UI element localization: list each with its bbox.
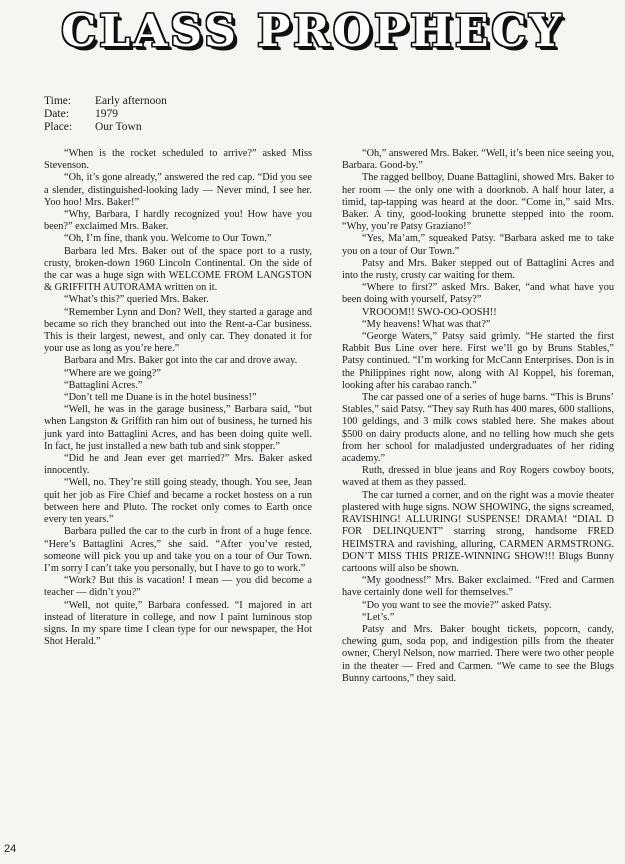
scene-header (44, 95, 167, 134)
paragraph: “Battaglini Acres.” (64, 379, 143, 391)
page-number: 24 (4, 843, 17, 855)
header-row-place (44, 121, 167, 134)
paragraph: The car turned a corner, and on the right was a movie theater plastered with huge signs. NOW SHOWING, the signs screamed, RAVISHING! ALLURING! SUSPENSE! DRAMA! “DIAL D FOR DELINQUENT” starring strong, handsome FRED HEIMSTRA and ravishing, alluring, CARMEN ARMSTRONG. DON’T MISS THIS PRIZE-WINNING SHOW!!! Blugs Bunny cartoons will also be shown. (342, 489, 614, 574)
paragraph: “Oh, I’m fine, thank you. Welcome to Our Town.” (64, 233, 272, 245)
paragraph: VROOOM!! SWO-OO-OOSH!! (362, 306, 497, 318)
header-key: Place: (44, 121, 73, 133)
paragraph: Patsy and Mrs. Baker stepped out of Battaglini Acres and into the rusty, crusty car waiting for them. (342, 257, 614, 282)
header-value: Our Town (95, 121, 142, 133)
header-row-time (44, 95, 167, 108)
paragraph: “When is the rocket scheduled to arrive?” asked Miss Stevenson. (44, 148, 312, 172)
paragraph: “My goodness!” Mrs. Baker exclaimed. “Fred and Carmen have certainly done well for themselves.” (342, 575, 614, 599)
paragraph: “Well, not quite,” Barbara confessed. “I majored in art instead of literature in college, and now I paint luminous stop signs. In my spare time I clean type for our newspaper, the Hot Shot Herald.” (44, 599, 312, 648)
header-value: 1979 (95, 108, 118, 120)
paragraph: “My heavens! What was that?” (362, 318, 491, 330)
paragraph: “Oh, it’s gone already,” answered the red cap. “Did you see a slender, distinguished-looking lady — Never mind, I see her. Yoo hoo! Mrs. Baker!” (44, 172, 312, 208)
paragraph: The car passed one of a series of huge barns. “This is Bruns’ Stables,” said Patsy. “They say Ruth has 400 mares, 600 stallions, 100 geldings, and 3 milk cows stabled here. She makes about $500 on dairy products alone, and no telling how much she gets from her school for maladjusted undergraduates of her riding academy.” (342, 392, 614, 465)
paragraph: The ragged bellboy, Duane Battaglini, showed Mrs. Baker to her room — the only one with a doorknob. A half hour later, a timid, tap-tapping was heard at the door. “Come in,” said Mrs. Baker. A tiny, good-looking brunette stepped into the room. “Why, you’re Patsy Graziano!” (342, 172, 614, 233)
paragraph: “Where are we going?” (64, 367, 161, 379)
paragraph: “Well, no. They’re still going steady, though. You see, Jean quit her job as Fire Chief and became a rocket hostess on a run between here and Pluto. The rocket only comes to Earth once every ten years.” (44, 477, 312, 526)
paragraph: “Remember Lynn and Don? Well, they started a garage and became so rich they branched out into the Rent-a-Car business. This is their largest, newest, and only car. They donated it for your use as long as you’re here.” (44, 306, 312, 355)
paragraph: “George Waters,” Patsy said grimly. “He started the first Rabbit Bus Line over here. First we’ll go by Bruns Stables,” Patsy continued. “I’m working for McCann Enterprises. Don is in the Philippines right now, along with Al Koppel, his foreman, looking after his carabao ranch.” (342, 331, 614, 391)
paragraph: Barbara led Mrs. Baker out of the space port to a rusty, crusty, broken-down 1960 Lincoln Continental. On the side of the car was a huge sign with WELCOME FROM LANGSTON & GRIFFITH AUTORAMA written on it. (44, 245, 312, 294)
header-key: Time: (44, 95, 72, 107)
right-column (342, 148, 614, 685)
paragraph: Barbara pulled the car to the curb in front of a huge fence. “Here’s Battaglini Acres,” she said. “After you’ve rested, someone will pick you up and take you on a tour of Our Town. I’m sorry I can’t take you personally, but I have to go to work.” (44, 526, 312, 574)
paragraph: “Oh,” answered Mrs. Baker. “Well, it’s been nice seeing you, Barbara. Good-by.” (342, 148, 614, 172)
paragraph: “Don’t tell me Duane is in the hotel business!” (64, 392, 257, 404)
paragraph: “Yes, Ma’am,” squeaked Patsy. “Barbara asked me to take you on a tour of Our Town.” (342, 233, 614, 257)
paragraph: “Did he and Jean ever get married?” Mrs. Baker asked innocently. (44, 453, 312, 477)
header-key: Date: (44, 108, 69, 120)
paragraph: Patsy and Mrs. Baker bought tickets, popcorn, candy, chewing gum, soda pop, and indigestion pills from the theater owner, Cheryl Nelson, now married. There were two other people in the theater — Fred and Carmen. “We came to see the Blugs Bunny cartoons,” they said. (342, 623, 614, 684)
paragraph: Ruth, dressed in blue jeans and Roy Rogers cowboy boots, waved at them as they passed. (342, 465, 614, 489)
paragraph: “Why, Barbara, I hardly recognized you! How have you been?” exclaimed Mrs. Baker. (44, 209, 312, 233)
paragraph: “Where to first?” asked Mrs. Baker, “and what have you been doing with yourself, Patsy?” (342, 282, 614, 306)
paragraph: “Work? But this is vacation! I mean — you did become a teacher — didn’t you?” (44, 575, 312, 599)
paragraph: “What’s this?” queried Mrs. Baker. (64, 294, 209, 306)
header-row-date (44, 108, 167, 121)
left-column (44, 148, 312, 648)
paragraph: “Well, he was in the garage business,” Barbara said, “but when Langston & Griffith ran him out of business, he turned his junk yard into Battaglini Acres, and has been doing quite well. In fact, he just installed a new bath tub and sink stopper.” (44, 404, 312, 452)
paragraph: Barbara and Mrs. Baker got into the car and drove away. (64, 355, 298, 367)
page-title: CLASS PROPHECY (61, 6, 564, 57)
paragraph: “Do you want to see the movie?” asked Patsy. (362, 599, 552, 611)
paragraph: “Let’s.” (362, 611, 395, 623)
header-value: Early afternoon (95, 95, 167, 107)
